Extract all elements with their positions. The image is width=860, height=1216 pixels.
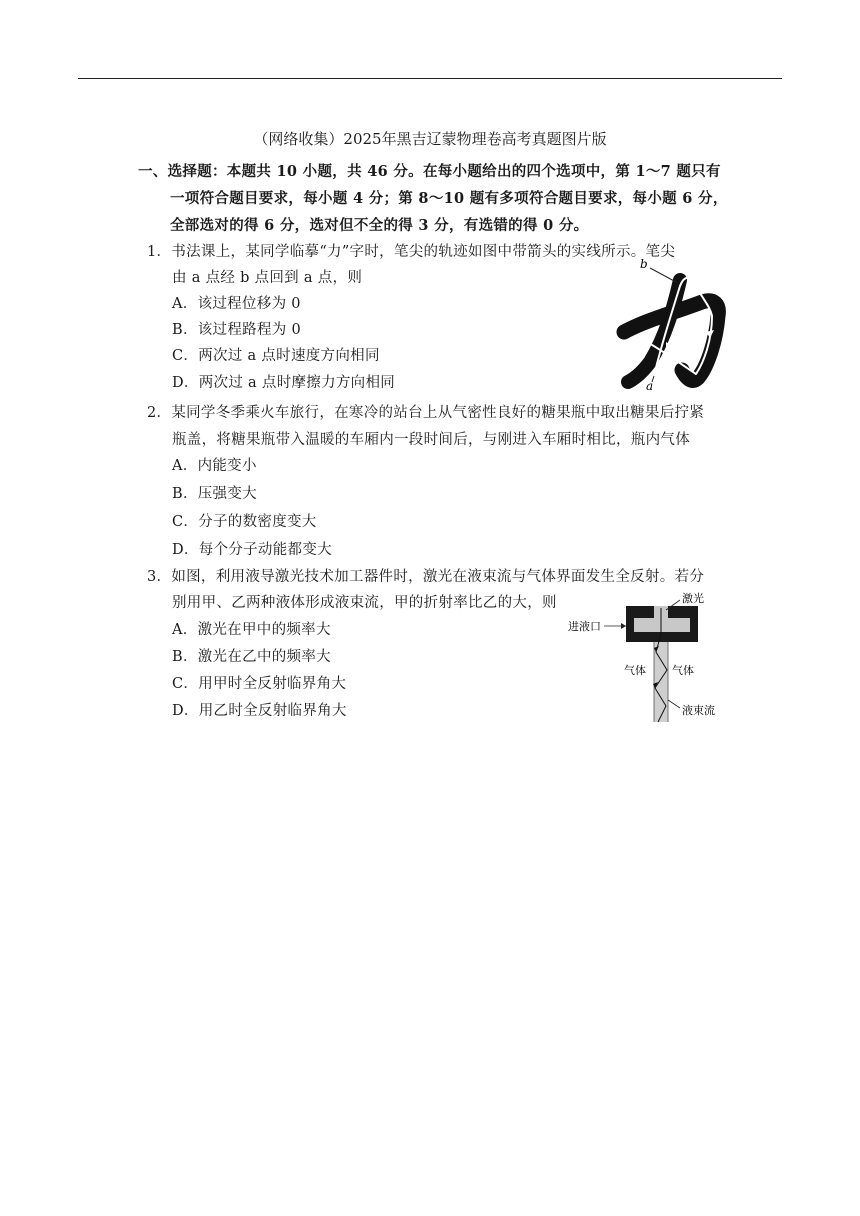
q2-stem-line-2: 瓶盖，将糖果瓶带入温暖的车厢内一段时间后，与刚进入车厢时相比，瓶内气体 [172,432,690,448]
q1-option-c: C．两次过 a 点时速度方向相同 [172,348,380,364]
q2-option-a: A．内能变小 [172,458,257,474]
q2-option-b: B．压强变大 [172,486,257,502]
header-rule [78,78,782,79]
label-gas-right: 气体 [672,664,694,677]
q3-option-b: B．激光在乙中的频率大 [172,649,331,665]
q2-stem-line-1: 2．某同学冬季乘火车旅行，在寒冷的站台上从气密性良好的糖果瓶中取出糖果后拧紧 [147,405,705,421]
q1-stem-line-1: 1．书法课上，某同学临摹“力”字时，笔尖的轨迹如图中带箭头的实线所示。笔尖 [147,244,676,260]
liquid-laser-figure [566,590,736,726]
section-line-2: 一项符合题目要求，每小题 4 分；第 8～10 题有多项符合题目要求，每小题 6 分， [170,190,728,207]
section-line-1: 一、选择题：本题共 10 小题，共 46 分。在每小题给出的四个选项中，第 1～7 题只有 [138,163,721,180]
label-laser: 激光 [682,592,704,605]
label-inlet: 进液口 [568,620,601,633]
label-b: b [640,257,648,271]
label-stream: 液束流 [682,704,715,717]
q1-stem-line-2: 由 a 点经 b 点回到 a 点，则 [172,270,363,286]
q3-option-d: D．用乙时全反射临界角大 [172,703,347,719]
q3-option-a: A．激光在甲中的频率大 [172,622,331,638]
label-a: a [646,379,654,392]
q1-option-b: B．该过程路程为 0 [172,322,301,338]
q1-option-d: D．两次过 a 点时摩擦力方向相同 [172,375,396,391]
calligraphy-li-figure [606,250,736,392]
q2-option-d: D．每个分子动能都变大 [172,542,332,558]
q3-stem-line-1: 3．如图，利用液导激光技术加工器件时，激光在液束流与气体界面发生全反射。若分 [147,569,705,585]
q1-option-a: A．该过程位移为 0 [172,296,301,312]
section-line-3: 全部选对的得 6 分，选对但不全的得 3 分，有选错的得 0 分。 [170,217,589,234]
q3-option-c: C．用甲时全反射临界角大 [172,676,347,692]
q3-stem-line-2: 别用甲、乙两种液体形成液束流，甲的折射率比乙的大，则 [172,595,557,611]
page-title: （网络收集）2025年黑吉辽蒙物理卷高考真题图片版 [253,130,607,148]
q2-option-c: C．分子的数密度变大 [172,514,317,530]
label-gas-left: 气体 [624,664,646,677]
